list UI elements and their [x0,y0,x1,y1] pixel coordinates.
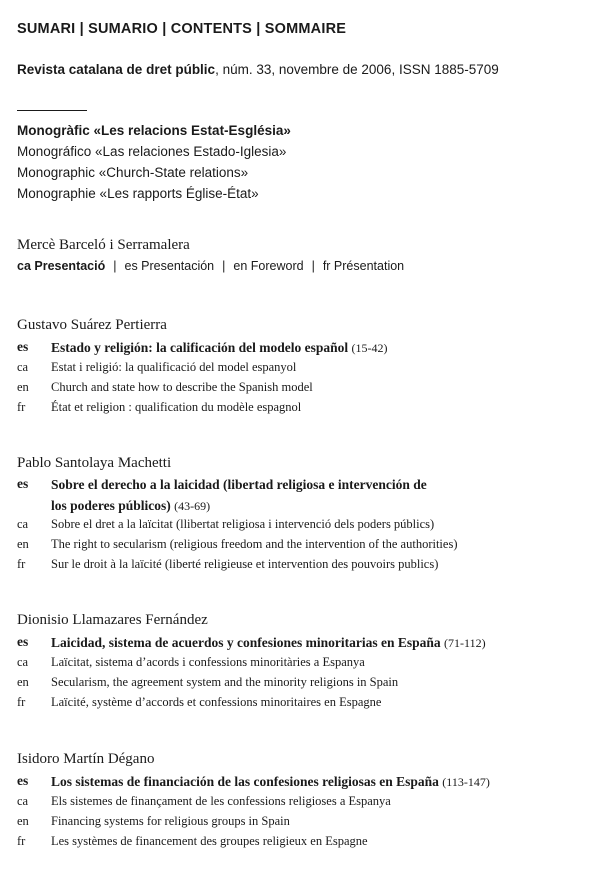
lang-code: en [17,814,29,828]
translation-row [17,672,590,692]
lang-code: ca [17,517,29,531]
translation-title[interactable]: État et religion : qualification du modèle espagnol [51,400,302,414]
article-title-link[interactable]: Estado y religión: la calificación del modelo español [51,340,349,355]
translation-title[interactable]: Laïcitat, sistema d’acords i confessions minoritàries a Espanya [51,655,365,669]
translation-row [17,692,590,712]
page-range: (15-42) [351,341,388,355]
lang-code: fr [17,695,26,709]
translation-row [17,514,590,534]
lang-code: es [17,339,29,354]
translation-row [17,811,590,831]
article-title-link[interactable]: Sobre el derecho a la laicidad (libertad religiosa e intervención de los poderes públicos) [51,477,427,513]
article-main-title [17,337,590,359]
translation-row [17,791,590,811]
monograph-title-fr: Monographie «Les rapports Église-État» [17,186,259,201]
presentation-author: Mercè Barceló i Serramalera [17,237,190,253]
presentation-en-link[interactable]: en Foreword [233,259,304,273]
monograph-block [17,120,291,204]
presentation-links [17,259,404,273]
translation-row [17,534,590,554]
article-main-title [17,474,435,517]
monograph-title-en: Monographic «Church-State relations» [17,165,249,180]
monograph-title-ca: Monogràfic «Les relacions Estat-Església» [17,123,291,138]
translation-title[interactable]: Les systèmes de financement des groupes religieux en Espagne [51,834,368,848]
article-author: Dionisio Llamazares Fernández [17,612,208,628]
separator: | [113,259,117,273]
translation-title[interactable]: Church and state how to describe the Spanish model [51,380,313,394]
lang-code: fr [17,834,26,848]
article-author: Gustavo Suárez Pertierra [17,317,167,333]
lang-code: fr [17,557,26,571]
article-title-link[interactable]: Laicidad, sistema de acuerdos y confesiones minoritarias en España [51,635,441,650]
lang-code: en [17,537,29,551]
translation-row [17,831,590,851]
article-title-link[interactable]: Los sistemas de financiación de las confesiones religiosas en España [51,774,439,789]
translation-title[interactable]: Sur le droit à la laïcité (liberté religieuse et intervention des pouvoirs publics) [51,557,439,571]
lang-code: fr [17,400,26,414]
journal-line [17,62,499,77]
presentation-fr-link[interactable]: fr Présentation [322,259,405,273]
page-range: (113-147) [442,775,490,789]
presentation-es-link[interactable]: es Presentación [124,259,215,273]
translation-title[interactable]: Estat i religió: la qualificació del model espanyol [51,360,297,374]
translation-row [17,397,590,417]
presentation-ca-link[interactable]: ca Presentació [17,259,106,273]
translation-row [17,357,590,377]
article-main-title [17,771,590,793]
separator: | [311,259,315,273]
lang-code: ca [17,360,29,374]
lang-code: es [17,773,29,788]
translation-row [17,652,590,672]
journal-details: , núm. 33, novembre de 2006, ISSN 1885-5709 [215,62,499,77]
monograph-title-es: Monográfico «Las relaciones Estado-Iglesia» [17,144,287,159]
translation-row [17,554,590,574]
lang-code: en [17,675,29,689]
page-range: (71-112) [444,636,486,650]
translation-row [17,377,590,397]
article-main-title [17,632,590,654]
article-author: Isidoro Martín Dégano [17,751,155,767]
lang-code: es [17,476,29,491]
translation-title[interactable]: Laïcité, système d’accords et confessions minoritaires en Espagne [51,695,382,709]
lang-code: ca [17,655,29,669]
translation-title[interactable]: Sobre el dret a la laïcitat (llibertat religiosa i intervenció dels poders públics) [51,517,435,531]
translation-title[interactable]: Els sistemes de finançament de les confessions religioses a Espanya [51,794,391,808]
translation-title[interactable]: The right to secularism (religious freedom and the intervention of the authorities) [51,537,458,551]
journal-name: Revista catalana de dret públic [17,62,216,77]
lang-code: en [17,380,29,394]
article-author: Pablo Santolaya Machetti [17,455,172,471]
page-range: (43-69) [174,499,211,513]
page-header: SUMARI | SUMARIO | CONTENTS | SOMMAIRE [17,21,347,37]
lang-code: ca [17,794,29,808]
lang-code: es [17,634,29,649]
translation-title[interactable]: Secularism, the agreement system and the minority religions in Spain [51,675,399,689]
divider [17,110,87,111]
separator: | [222,259,226,273]
translation-title[interactable]: Financing systems for religious groups in Spain [51,814,290,828]
